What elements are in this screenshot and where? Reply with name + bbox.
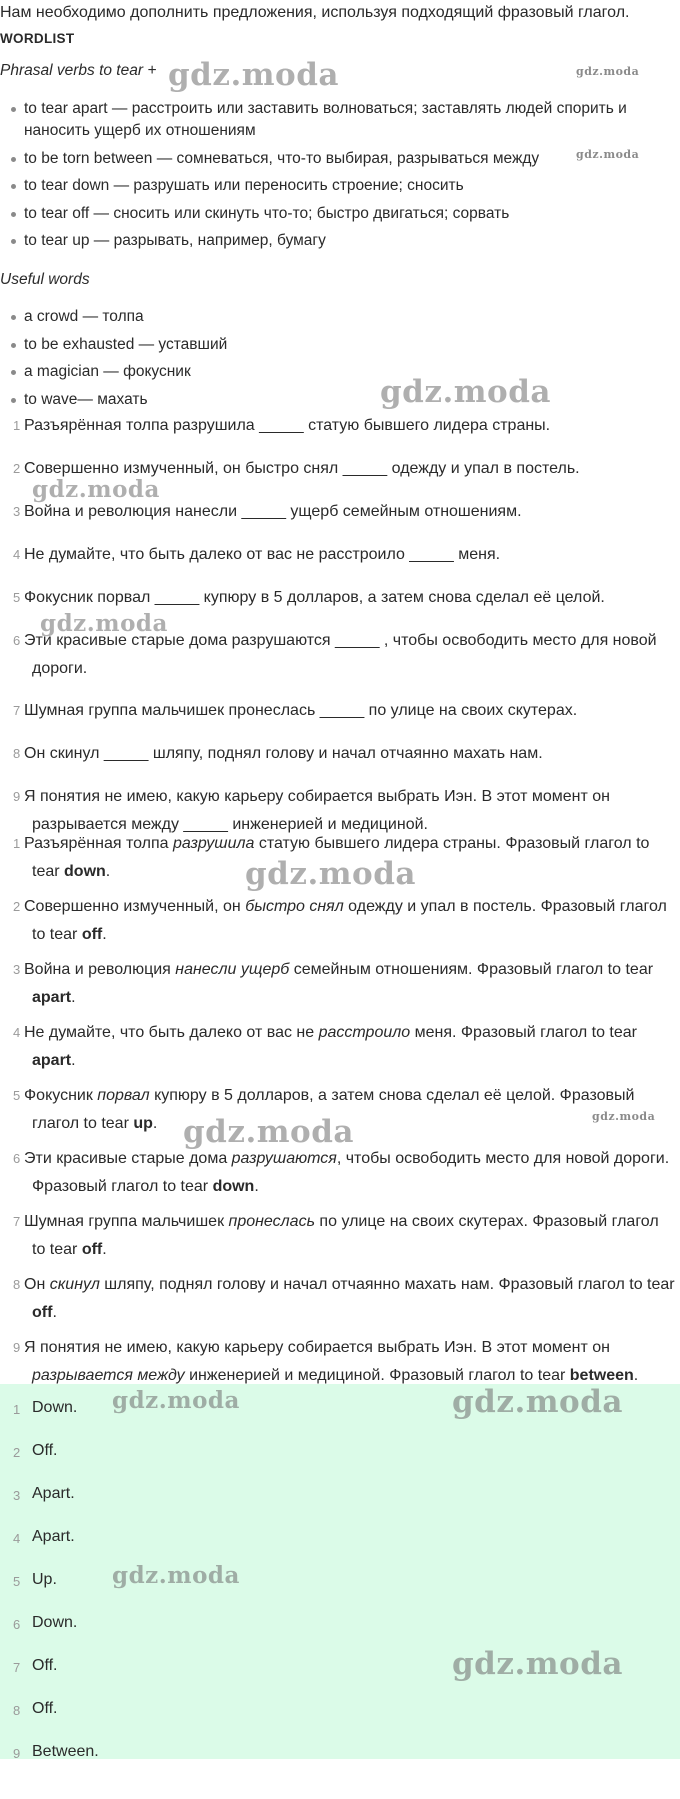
question-7: 7 Шумная группа мальчишек пронеслась _____ по улице на своих скутерах. xyxy=(13,702,578,719)
list-item: to tear down — разрушать или переносить строение; сносить xyxy=(0,175,672,197)
bullet-icon xyxy=(11,184,16,189)
list-item: to be exhausted — уставший xyxy=(0,334,672,356)
phrasal-verbs-heading: Phrasal verbs to tear + xyxy=(0,62,157,79)
watermark-logo: gdz.moda xyxy=(576,65,640,78)
question-1: 1 Разъярённая толпа разрушила _____ статую бывшего лидера страны. xyxy=(13,417,551,434)
bullet-icon xyxy=(11,370,16,375)
watermark-logo: gdz.moda xyxy=(183,1114,354,1150)
watermark-logo: gdz.moda xyxy=(112,1387,240,1414)
explanation-4: 4 Не думайте, что быть далеко от вас не расстроило меня. Фразовый глагол to tear apart. xyxy=(13,1024,637,1069)
watermark-logo: gdz.moda xyxy=(380,374,551,410)
bullet-icon xyxy=(11,239,16,244)
bullet-icon xyxy=(11,157,16,162)
phrasal-verbs-list xyxy=(0,98,672,258)
watermark-logo: gdz.moda xyxy=(168,57,339,93)
question-5: 5 Фокусник порвал _____ купюру в 5 долларов, а затем снова сделал её целой. xyxy=(13,589,605,606)
explanation-1: 1 Разъярённая толпа разрушила статую бывшего лидера страны. Фразовый глагол to tear down. xyxy=(13,835,650,880)
list-item: a crowd — толпа xyxy=(0,306,672,328)
question-3: 3 Война и революция нанесли _____ ущерб семейным отношениям. xyxy=(13,503,522,520)
bullet-icon xyxy=(11,343,16,348)
question-2: 2 Совершенно измученный, он быстро снял _____ одежду и упал в постель. xyxy=(13,460,580,477)
bullet-icon xyxy=(11,315,16,320)
bullet-icon xyxy=(11,107,16,112)
watermark-logo: gdz.moda xyxy=(592,1110,656,1123)
explanation-5: 5 Фокусник порвал купюру в 5 долларов, а затем снова сделал её целой. Фразовый глагол to tear up. xyxy=(13,1087,635,1132)
answers-panel: 1 Down. 2 Off. 3 Apart. 4 Apart. 5 Up. 6 Down. 7 Off. 8 Off. 9 Between. xyxy=(0,1384,680,1759)
explanation-6: 6 Эти красивые старые дома разрушаются, чтобы освободить место для новой дороги. Фразовый глагол to tear down. xyxy=(13,1150,670,1195)
watermark-logo: gdz.moda xyxy=(112,1562,240,1589)
list-item: to tear up — разрывать, например, бумагу xyxy=(0,230,672,252)
list-item: to be torn between — сомневаться, что-то выбирая, разрываться между xyxy=(0,148,672,170)
bullet-icon xyxy=(11,212,16,217)
explanation-7: 7 Шумная группа мальчишек пронеслась по улице на своих скутерах. Фразовый глагол to tear off. xyxy=(13,1213,659,1258)
question-6: 6 Эти красивые старые дома разрушаются _____ , чтобы освободить место для новой дороги. xyxy=(13,632,657,677)
explanation-8: 8 Он скинул шляпу, поднял голову и начал отчаянно махать нам. Фразовый глагол to tear off. xyxy=(13,1276,675,1321)
explanation-2: 2 Совершенно измученный, он быстро снял одежду и упал в постель. Фразовый глагол to tear off. xyxy=(13,898,667,943)
list-item: a magician — фокусник xyxy=(0,361,672,383)
question-4: 4 Не думайте, что быть далеко от вас не расстроило _____ меня. xyxy=(13,546,501,563)
list-item: to tear apart — расстроить или заставить волноваться; заставлять людей спорить и наносить ущерб их отношениям xyxy=(0,98,672,142)
watermark-logo: gdz.moda xyxy=(452,1384,623,1420)
watermark-logo: gdz.moda xyxy=(245,856,416,892)
explanation-3: 3 Война и революция нанесли ущерб семейным отношениям. Фразовый глагол to tear apart. xyxy=(13,961,654,1006)
explanation-9: 9 Я понятия не имею, какую карьеру собирается выбрать Иэн. В этот момент он разрывается между инженерией и медициной. Фразовый глагол to tear between. xyxy=(13,1339,639,1384)
question-9: 9 Я понятия не имею, какую карьеру собирается выбрать Иэн. В этот момент он разрывается между _____ инженерией и медициной. xyxy=(13,788,611,833)
bullet-icon xyxy=(11,398,16,403)
wordlist-heading: WORDLIST xyxy=(0,31,75,46)
list-item: to tear off — сносить или скинуть что-то; быстро двигаться; сорвать xyxy=(0,203,672,225)
watermark-logo: gdz.moda xyxy=(452,1646,623,1682)
watermark-logo: gdz.moda xyxy=(32,476,160,503)
question-8: 8 Он скинул _____ шляпу, поднял голову и начал отчаянно махать нам. xyxy=(13,745,543,762)
list-item: to wave— махать xyxy=(0,389,672,411)
task-instruction: Нам необходимо дополнить предложения, используя подходящий фразовый глагол. xyxy=(0,4,630,21)
useful-words-list xyxy=(0,306,672,416)
useful-words-heading: Useful words xyxy=(0,271,90,288)
watermark-logo: gdz.moda xyxy=(40,610,168,637)
watermark-logo: gdz.moda xyxy=(576,148,640,161)
